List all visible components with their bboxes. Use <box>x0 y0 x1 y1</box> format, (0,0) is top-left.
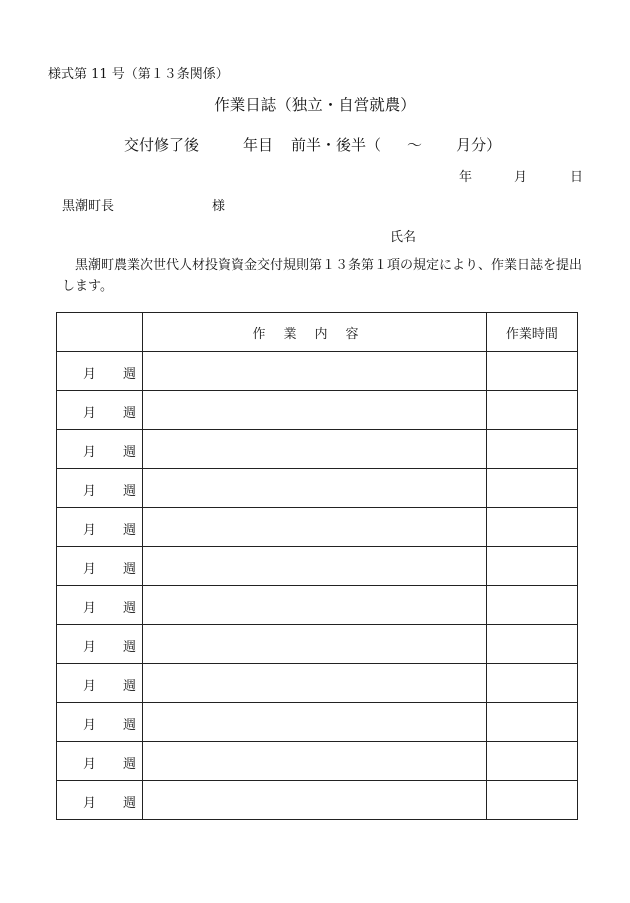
period-half: 前半・後半（ <box>291 136 382 154</box>
period-month-suffix: 月分） <box>456 136 502 154</box>
work-hours-cell[interactable] <box>486 664 577 703</box>
month-label: 月 <box>83 679 97 694</box>
work-hours-cell[interactable] <box>486 508 577 547</box>
week-label: 週 <box>123 601 137 616</box>
date-day-label: 日 <box>570 170 584 185</box>
week-cell <box>57 508 143 547</box>
month-label: 月 <box>83 562 97 577</box>
header-week-cell <box>57 313 143 352</box>
work-content-cell[interactable] <box>143 508 487 547</box>
work-content-cell[interactable] <box>143 469 487 508</box>
honorific: 様 <box>212 199 226 214</box>
work-content-cell[interactable] <box>143 625 487 664</box>
week-cell <box>57 391 143 430</box>
period-year-count: 年目 <box>243 136 274 154</box>
month-label: 月 <box>83 445 97 460</box>
work-hours-cell[interactable] <box>486 625 577 664</box>
work-content-cell[interactable] <box>143 586 487 625</box>
work-hours-cell[interactable] <box>486 352 577 391</box>
work-content-cell[interactable] <box>143 781 487 820</box>
week-cell <box>57 547 143 586</box>
week-label: 週 <box>123 562 137 577</box>
week-label: 週 <box>123 406 137 421</box>
work-content-cell[interactable] <box>143 430 487 469</box>
table-row <box>57 781 578 820</box>
work-content-cell[interactable] <box>143 742 487 781</box>
work-hours-cell[interactable] <box>486 781 577 820</box>
week-cell <box>57 703 143 742</box>
document-title: 作業日誌（独立・自営就農） <box>214 96 416 114</box>
work-log-table <box>56 312 578 820</box>
week-cell <box>57 469 143 508</box>
table-row <box>57 664 578 703</box>
work-hours-cell[interactable] <box>486 469 577 508</box>
week-label: 週 <box>123 367 137 382</box>
table-row <box>57 586 578 625</box>
week-cell <box>57 742 143 781</box>
month-label: 月 <box>83 367 97 382</box>
month-label: 月 <box>83 406 97 421</box>
header-work-hours: 作業時間 <box>486 313 577 352</box>
week-cell <box>57 625 143 664</box>
work-hours-cell[interactable] <box>486 430 577 469</box>
week-cell <box>57 430 143 469</box>
work-hours-cell[interactable] <box>486 391 577 430</box>
work-content-cell[interactable] <box>143 352 487 391</box>
header-work-content: 作業内容 <box>143 313 487 352</box>
table-row <box>57 430 578 469</box>
week-label: 週 <box>123 445 137 460</box>
table-row <box>57 391 578 430</box>
work-content-cell[interactable] <box>143 391 487 430</box>
table-row <box>57 703 578 742</box>
month-label: 月 <box>83 640 97 655</box>
week-label: 週 <box>123 796 137 811</box>
work-hours-cell[interactable] <box>486 703 577 742</box>
week-cell <box>57 664 143 703</box>
form-number: 様式第 11 号（第１３条関係） <box>48 67 229 82</box>
week-label: 週 <box>123 523 137 538</box>
date-year-label: 年 <box>459 170 473 185</box>
month-label: 月 <box>83 523 97 538</box>
table-header-row <box>57 313 578 352</box>
date-month-label: 月 <box>514 170 528 185</box>
work-hours-cell[interactable] <box>486 547 577 586</box>
week-label: 週 <box>123 640 137 655</box>
table-row <box>57 352 578 391</box>
week-cell <box>57 586 143 625</box>
table-row <box>57 508 578 547</box>
period-tilde: ～ <box>407 136 423 154</box>
addressee: 黒潮町長 <box>62 199 115 214</box>
month-label: 月 <box>83 757 97 772</box>
week-label: 週 <box>123 718 137 733</box>
table-row <box>57 742 578 781</box>
month-label: 月 <box>83 601 97 616</box>
table-row <box>57 547 578 586</box>
week-cell <box>57 352 143 391</box>
period-line <box>124 134 501 155</box>
month-label: 月 <box>83 484 97 499</box>
month-label: 月 <box>83 796 97 811</box>
work-hours-cell[interactable] <box>486 742 577 781</box>
applicant-name-label: 氏名 <box>390 230 417 245</box>
week-cell <box>57 781 143 820</box>
work-content-cell[interactable] <box>143 547 487 586</box>
table-row <box>57 469 578 508</box>
month-label: 月 <box>83 718 97 733</box>
work-hours-cell[interactable] <box>486 586 577 625</box>
table-row <box>57 625 578 664</box>
period-after-completion: 交付修了後 <box>124 136 200 154</box>
week-label: 週 <box>123 484 137 499</box>
work-content-cell[interactable] <box>143 703 487 742</box>
week-label: 週 <box>123 679 137 694</box>
week-label: 週 <box>123 757 137 772</box>
submission-statement: 黒潮町農業次世代人材投資資金交付規則第１３条第１項の規定により、作業日誌を提出します。 <box>62 258 583 294</box>
work-content-cell[interactable] <box>143 664 487 703</box>
